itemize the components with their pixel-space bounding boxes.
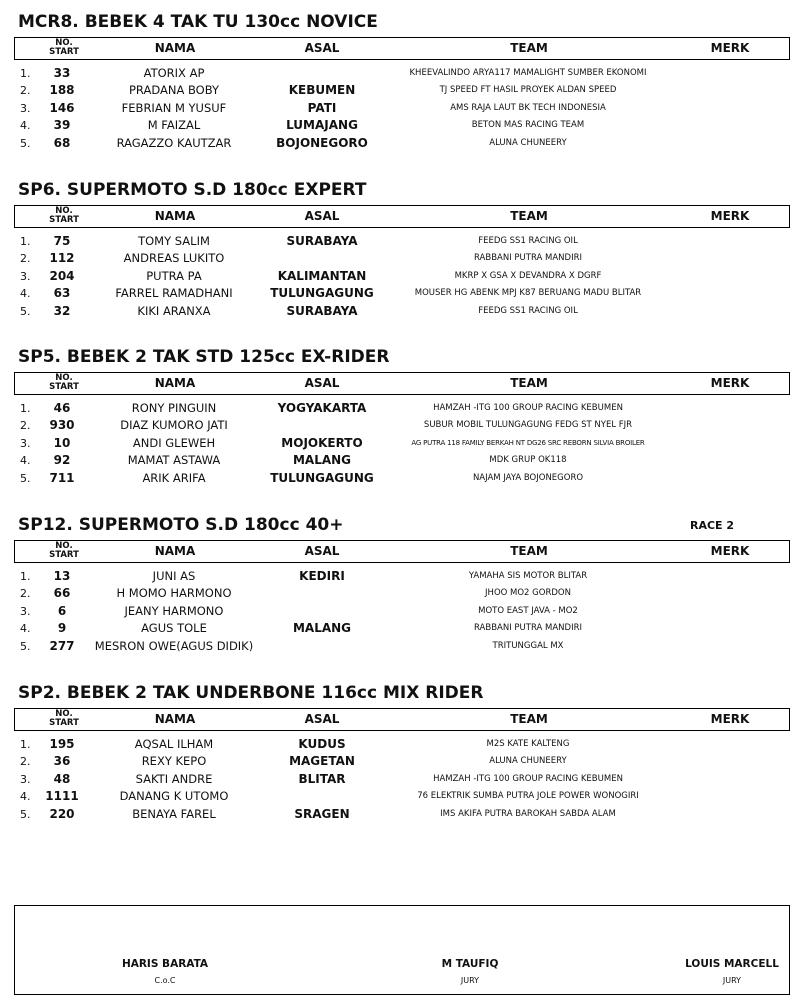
header-asal: ASAL <box>304 544 340 558</box>
header-nostart-line2: START <box>49 215 79 225</box>
row-index: 5. <box>20 304 31 318</box>
rider-team: MOUSER HG ABENK MPJ K87 BERUANG MADU BLITAR <box>414 288 642 299</box>
rider-name: PUTRA PA <box>146 268 202 283</box>
rider-origin: MOJOKERTO <box>281 435 363 450</box>
table-header <box>14 372 790 395</box>
row-index: 4. <box>20 119 31 133</box>
start-number: 10 <box>53 435 71 450</box>
header-nostart-line1: NO. <box>55 373 73 383</box>
header-team: TEAM <box>510 712 548 726</box>
table-row <box>14 585 790 602</box>
row-index: 5. <box>20 639 31 653</box>
header-nostart <box>41 710 87 728</box>
race-section <box>14 12 790 162</box>
rider-team: ALUNA CHUNEERY <box>489 137 567 148</box>
rider-name: ANDREAS LUKITO <box>123 251 225 266</box>
start-number: 46 <box>53 401 71 415</box>
row-index: 2. <box>20 755 31 769</box>
header-merk: MERK <box>710 209 750 223</box>
row-index: 3. <box>20 101 31 115</box>
start-number: 146 <box>49 100 75 115</box>
rider-team: RABBANI PUTRA MANDIRI <box>473 253 582 264</box>
rider-team: YAMAHA SIS MOTOR BLITAR <box>468 571 588 581</box>
rider-name: H MOMO HARMONO <box>116 586 232 601</box>
signature-role: C.o.C <box>154 976 176 985</box>
header-asal: ASAL <box>304 41 340 55</box>
table-header <box>14 37 790 60</box>
table-rows <box>14 736 790 823</box>
rider-team: AG PUTRA 118 FAMILY BERKAH NT DG26 SRC REBORN SILVIA BROILER <box>411 438 645 447</box>
table-row <box>14 117 790 134</box>
start-number: 92 <box>53 453 71 468</box>
section-title: SP5. BEBEK 2 TAK STD 125cc EX-RIDER <box>18 347 390 367</box>
rider-team: HAMZAH -ITG 100 GROUP RACING KEBUMEN <box>433 403 623 413</box>
rider-origin: SURABAYA <box>286 234 358 248</box>
row-index: 2. <box>20 252 31 266</box>
table-row <box>14 82 790 99</box>
header-nostart-line1: NO. <box>55 709 73 719</box>
race-section <box>14 683 790 833</box>
row-index: 1. <box>20 235 31 248</box>
rider-team: TRITUNGGAL MX <box>492 640 564 651</box>
header-nostart-line1: NO. <box>55 38 73 48</box>
rider-origin: SURABAYA <box>286 303 358 318</box>
table-row <box>14 568 790 585</box>
start-number: 33 <box>53 66 71 80</box>
rider-team: JHOO MO2 GORDON <box>485 588 571 599</box>
header-merk: MERK <box>710 376 750 390</box>
start-number: 48 <box>53 771 71 786</box>
header-nostart-line2: START <box>49 550 79 560</box>
rider-team: FEEDG SS1 RACING OIL <box>478 305 578 316</box>
race-section <box>14 515 790 665</box>
table-header <box>14 708 790 731</box>
rider-team: IMS AKIFA PUTRA BAROKAH SABDA ALAM <box>440 808 616 819</box>
table-row <box>14 736 790 753</box>
header-nostart-line2: START <box>49 718 79 728</box>
rider-origin: TULUNGAGUNG <box>270 286 374 301</box>
rider-origin: MAGETAN <box>289 754 355 769</box>
header-team: TEAM <box>510 544 548 558</box>
header-nostart <box>41 39 87 57</box>
header-nostart <box>41 542 87 560</box>
row-index: 2. <box>20 587 31 601</box>
rider-name: FARREL RAMADHANI <box>115 286 233 301</box>
table-rows <box>14 568 790 655</box>
table-row <box>14 603 790 620</box>
header-nostart-line1: NO. <box>55 206 73 216</box>
rider-name: RONY PINGUIN <box>131 401 217 415</box>
header-asal: ASAL <box>304 376 340 390</box>
table-row <box>14 268 790 285</box>
start-number: 204 <box>49 268 75 283</box>
start-number: 1111 <box>45 789 79 804</box>
section-title: MCR8. BEBEK 4 TAK TU 130cc NOVICE <box>18 12 378 32</box>
start-number: 195 <box>49 737 75 751</box>
header-nama: NAMA <box>154 712 196 726</box>
rider-name: DIAZ KUMORO JATI <box>120 418 228 433</box>
start-number: 9 <box>57 621 67 636</box>
signature-role: JURY <box>460 976 480 985</box>
rider-name: FEBRIAN M YUSUF <box>121 100 227 115</box>
row-index: 5. <box>20 136 31 150</box>
rider-name: AQSAL ILHAM <box>134 737 214 751</box>
rider-name: SAKTI ANDRE <box>135 771 213 786</box>
start-number: 66 <box>53 586 71 601</box>
header-team: TEAM <box>510 209 548 223</box>
start-number: 13 <box>53 569 71 583</box>
row-index: 3. <box>20 269 31 283</box>
table-rows <box>14 400 790 487</box>
signature-role: JURY <box>722 976 742 985</box>
rider-name: AGUS TOLE <box>141 621 207 636</box>
row-index: 3. <box>20 772 31 786</box>
table-row <box>14 788 790 805</box>
table-row <box>14 65 790 82</box>
rider-team: MDK GRUP OK118 <box>489 455 567 466</box>
header-nostart-line2: START <box>49 382 79 392</box>
signature-name: LOUIS MARCELL <box>685 958 779 970</box>
table-row <box>14 620 790 637</box>
signature-jury-1 <box>400 958 540 985</box>
table-row <box>14 250 790 267</box>
rider-name: ANDI GLEWEH <box>132 435 216 450</box>
rider-team: KHEEVALINDO ARYA117 MAMALIGHT SUMBER EKONOMI <box>409 68 647 78</box>
rider-origin: MALANG <box>292 621 352 636</box>
row-index: 1. <box>20 570 31 583</box>
header-merk: MERK <box>710 712 750 726</box>
header-team: TEAM <box>510 41 548 55</box>
rider-name: MESRON OWE(AGUS DIDIK) <box>94 638 254 653</box>
row-index: 2. <box>20 419 31 433</box>
rider-name: JEANY HARMONO <box>124 603 224 618</box>
start-number: 36 <box>53 754 71 769</box>
table-row <box>14 417 790 434</box>
table-row <box>14 285 790 302</box>
table-row <box>14 452 790 469</box>
rider-team: HAMZAH -ITG 100 GROUP RACING KEBUMEN <box>433 773 623 784</box>
header-nama: NAMA <box>154 209 196 223</box>
row-index: 3. <box>20 436 31 450</box>
section-title: SP12. SUPERMOTO S.D 180cc 40+ <box>18 515 344 535</box>
rider-name: REXY KEPO <box>141 754 207 769</box>
rider-team: TJ SPEED FT HASIL PROYEK ALDAN SPEED <box>439 85 617 96</box>
row-index: 3. <box>20 604 31 618</box>
table-row <box>14 303 790 320</box>
table-row <box>14 806 790 823</box>
rider-origin: BLITAR <box>298 771 346 786</box>
header-nostart <box>41 207 87 225</box>
rider-name: KIKI ARANXA <box>137 303 211 318</box>
rider-team: MOTO EAST JAVA - MO2 <box>478 605 578 616</box>
start-number: 32 <box>53 303 71 318</box>
table-row <box>14 771 790 788</box>
rider-name: JUNI AS <box>152 569 196 583</box>
section-title: SP6. SUPERMOTO S.D 180cc EXPERT <box>18 180 367 200</box>
header-team: TEAM <box>510 376 548 390</box>
table-row <box>14 400 790 417</box>
header-merk: MERK <box>710 41 750 55</box>
rider-name: RAGAZZO KAUTZAR <box>116 135 232 150</box>
rider-team: BETON MAS RACING TEAM <box>471 120 585 131</box>
table-row <box>14 470 790 487</box>
row-index: 1. <box>20 67 31 80</box>
signature-jury-2 <box>675 958 789 985</box>
signature-box <box>14 905 790 995</box>
row-index: 1. <box>20 738 31 751</box>
rider-origin: BOJONEGORO <box>276 135 368 150</box>
start-number: 68 <box>53 135 71 150</box>
row-index: 5. <box>20 471 31 485</box>
rider-name: TOMY SALIM <box>138 234 210 248</box>
rider-name: M FAIZAL <box>147 118 201 133</box>
section-title: SP2. BEBEK 2 TAK UNDERBONE 116cc MIX RIDER <box>18 683 484 703</box>
rider-team: 76 ELEKTRIK SUMBA PUTRA JOLE POWER WONOGIRI <box>417 791 639 802</box>
header-nama: NAMA <box>154 544 196 558</box>
start-number: 277 <box>49 638 75 653</box>
table-header <box>14 540 790 563</box>
rider-team: M2S KATE KALTENG <box>486 739 570 749</box>
table-header <box>14 205 790 228</box>
start-number: 188 <box>49 83 75 98</box>
start-number: 63 <box>53 286 71 301</box>
header-nama: NAMA <box>154 41 196 55</box>
rider-team: AMS RAJA LAUT BK TECH INDONESIA <box>450 102 606 113</box>
row-index: 4. <box>20 790 31 804</box>
row-index: 4. <box>20 622 31 636</box>
header-nostart-line1: NO. <box>55 541 73 551</box>
table-row <box>14 638 790 655</box>
rider-origin: YOGYAKARTA <box>277 401 367 415</box>
table-rows <box>14 65 790 152</box>
race-section <box>14 347 790 497</box>
rider-origin: KALIMANTAN <box>277 268 367 283</box>
rider-name: BENAYA FAREL <box>132 806 216 821</box>
rider-origin: TULUNGAGUNG <box>270 470 374 485</box>
rider-team: SUBUR MOBIL TULUNGAGUNG FEDG ST NYEL FJR <box>423 420 633 431</box>
table-row <box>14 233 790 250</box>
start-number: 112 <box>49 251 75 266</box>
start-number: 6 <box>57 603 67 618</box>
row-index: 1. <box>20 402 31 415</box>
row-index: 2. <box>20 84 31 98</box>
header-asal: ASAL <box>304 712 340 726</box>
race-label: RACE 2 <box>690 519 735 532</box>
start-number: 39 <box>53 118 71 133</box>
header-nama: NAMA <box>154 376 196 390</box>
rider-origin: PATI <box>307 100 337 115</box>
rider-team: RABBANI PUTRA MANDIRI <box>473 623 582 634</box>
rider-name: ARIK ARIFA <box>142 470 206 485</box>
row-index: 5. <box>20 807 31 821</box>
rider-team: NAJAM JAYA BOJONEGORO <box>472 472 584 483</box>
start-number: 75 <box>53 234 71 248</box>
rider-origin: KUDUS <box>298 737 346 751</box>
table-row <box>14 135 790 152</box>
rider-team: FEEDG SS1 RACING OIL <box>478 236 578 246</box>
signature-name: M TAUFIQ <box>441 958 499 970</box>
rider-name: PRADANA BOBY <box>129 83 219 98</box>
race-section <box>14 180 790 330</box>
header-asal: ASAL <box>304 209 340 223</box>
rider-origin: KEDIRI <box>299 569 345 583</box>
table-row <box>14 435 790 452</box>
start-number: 711 <box>49 470 75 485</box>
rider-origin: MALANG <box>292 453 352 468</box>
rider-origin: LUMAJANG <box>286 118 358 133</box>
table-row <box>14 100 790 117</box>
header-merk: MERK <box>710 544 750 558</box>
rider-name: ATORIX AP <box>143 66 205 80</box>
row-index: 4. <box>20 454 31 468</box>
start-number: 220 <box>49 806 75 821</box>
rider-origin: SRAGEN <box>294 806 350 821</box>
row-index: 4. <box>20 287 31 301</box>
rider-team: ALUNA CHUNEERY <box>489 756 567 767</box>
rider-origin: KEBUMEN <box>288 83 356 98</box>
rider-name: DANANG K UTOMO <box>119 789 229 804</box>
signature-coc <box>95 958 235 985</box>
rider-team: MKRP X GSA X DEVANDRA X DGRF <box>454 270 602 281</box>
signature-name: HARIS BARATA <box>121 958 209 970</box>
table-rows <box>14 233 790 320</box>
table-row <box>14 753 790 770</box>
header-nostart <box>41 374 87 392</box>
header-nostart-line2: START <box>49 47 79 57</box>
rider-name: MAMAT ASTAWA <box>127 453 221 468</box>
start-number: 930 <box>49 418 75 433</box>
